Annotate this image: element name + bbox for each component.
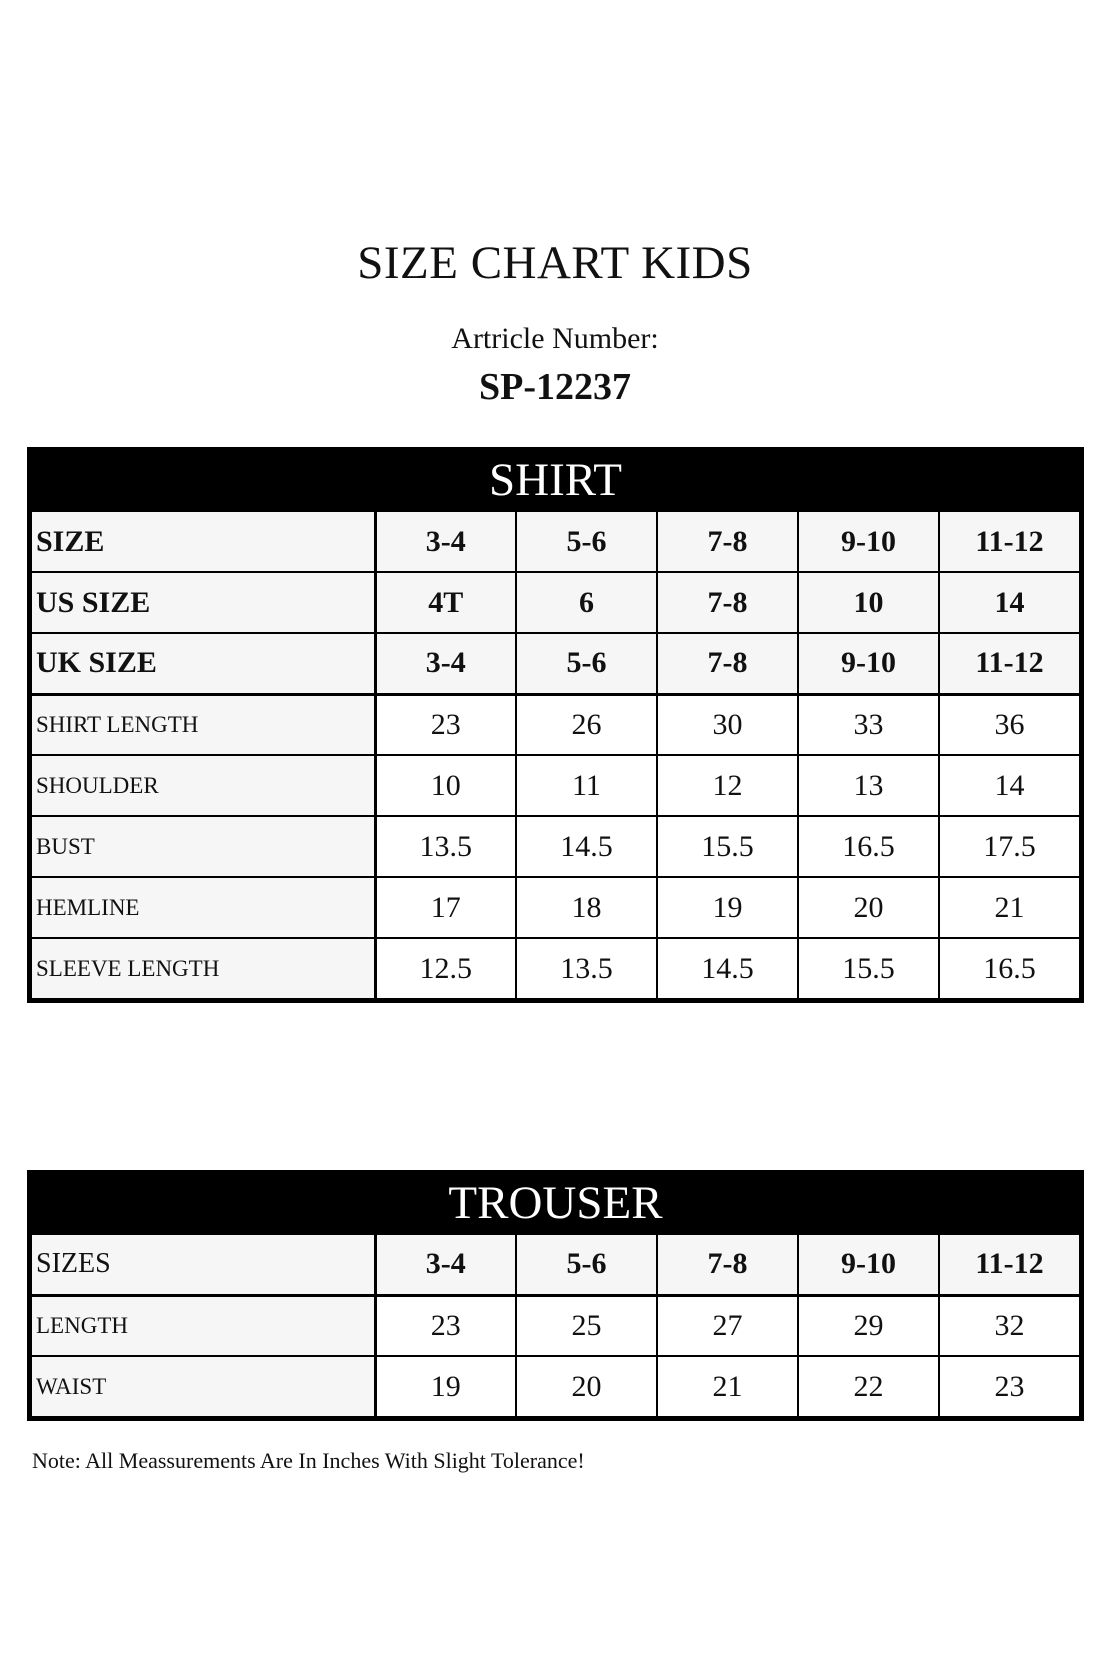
- measurement-cell: 12.5: [375, 938, 516, 999]
- shirt-table: [30, 510, 1081, 1000]
- table-row: [31, 755, 1080, 816]
- row-label: LENGTH: [31, 1295, 375, 1356]
- measurement-cell: 15.5: [657, 816, 798, 877]
- measurement-cell: 13.5: [516, 938, 657, 999]
- table-row: [31, 572, 1080, 633]
- measurement-cell: 19: [657, 877, 798, 938]
- row-label: WAIST: [31, 1356, 375, 1417]
- measurement-cell: 20: [516, 1356, 657, 1417]
- size-cell: 4T: [375, 572, 516, 633]
- trouser-table: [30, 1233, 1081, 1418]
- measurement-cell: 16.5: [798, 816, 939, 877]
- size-cell: 7-8: [657, 1234, 798, 1295]
- table-row: [31, 938, 1080, 999]
- measurement-cell: 27: [657, 1295, 798, 1356]
- size-cell: 14: [939, 572, 1080, 633]
- trouser-table-heading: TROUSER: [30, 1173, 1081, 1233]
- page-title: SIZE CHART KIDS: [357, 237, 753, 289]
- measurement-cell: 25: [516, 1295, 657, 1356]
- measurement-cell: 30: [657, 694, 798, 755]
- row-label: SHIRT LENGTH: [31, 694, 375, 755]
- measurement-cell: 11: [516, 755, 657, 816]
- row-label: US SIZE: [31, 572, 375, 633]
- measurement-cell: 13.5: [375, 816, 516, 877]
- row-label: UK SIZE: [31, 633, 375, 694]
- measurement-note: Note: All Meassurements Are In Inches With Slight Tolerance!: [32, 1448, 585, 1473]
- size-cell: 9-10: [798, 511, 939, 572]
- measurement-cell: 21: [657, 1356, 798, 1417]
- table-row: [31, 816, 1080, 877]
- table-row: [31, 1234, 1080, 1295]
- measurement-cell: 14: [939, 755, 1080, 816]
- measurement-cell: 23: [375, 1295, 516, 1356]
- table-row: [31, 1356, 1080, 1417]
- measurement-cell: 20: [798, 877, 939, 938]
- size-cell: 5-6: [516, 1234, 657, 1295]
- shirt-table-heading: SHIRT: [30, 450, 1081, 510]
- row-label: HEMLINE: [31, 877, 375, 938]
- measurement-cell: 32: [939, 1295, 1080, 1356]
- table-row: [31, 694, 1080, 755]
- measurement-cell: 14.5: [657, 938, 798, 999]
- size-cell: 3-4: [375, 511, 516, 572]
- row-label: SHOULDER: [31, 755, 375, 816]
- measurement-cell: 12: [657, 755, 798, 816]
- article-number-label: Artricle Number:: [451, 322, 659, 355]
- measurement-cell: 19: [375, 1356, 516, 1417]
- size-cell: 9-10: [798, 633, 939, 694]
- measurement-cell: 15.5: [798, 938, 939, 999]
- measurement-cell: 17: [375, 877, 516, 938]
- size-cell: 11-12: [939, 633, 1080, 694]
- measurement-cell: 14.5: [516, 816, 657, 877]
- measurement-cell: 16.5: [939, 938, 1080, 999]
- row-label: BUST: [31, 816, 375, 877]
- measurement-cell: 36: [939, 694, 1080, 755]
- measurement-cell: 18: [516, 877, 657, 938]
- size-cell: 6: [516, 572, 657, 633]
- table-row: [31, 633, 1080, 694]
- measurement-cell: 23: [375, 694, 516, 755]
- size-cell: 11-12: [939, 1234, 1080, 1295]
- measurement-cell: 22: [798, 1356, 939, 1417]
- measurement-cell: 13: [798, 755, 939, 816]
- article-number: SP-12237: [479, 366, 631, 408]
- measurement-cell: 29: [798, 1295, 939, 1356]
- measurement-cell: 21: [939, 877, 1080, 938]
- size-cell: 3-4: [375, 633, 516, 694]
- size-cell: 5-6: [516, 511, 657, 572]
- size-cell: 7-8: [657, 511, 798, 572]
- size-cell: 3-4: [375, 1234, 516, 1295]
- measurement-cell: 10: [375, 755, 516, 816]
- table-row: [31, 1295, 1080, 1356]
- size-cell: 11-12: [939, 511, 1080, 572]
- row-label: SIZE: [31, 511, 375, 572]
- table-row: [31, 511, 1080, 572]
- size-cell: 7-8: [657, 572, 798, 633]
- measurement-cell: 17.5: [939, 816, 1080, 877]
- row-label: SLEEVE LENGTH: [31, 938, 375, 999]
- size-cell: 9-10: [798, 1234, 939, 1295]
- measurement-cell: 33: [798, 694, 939, 755]
- shirt-size-table: [27, 447, 1084, 1003]
- trouser-size-table: [27, 1170, 1084, 1421]
- size-cell: 7-8: [657, 633, 798, 694]
- row-label: SIZES: [31, 1234, 375, 1295]
- size-cell: 10: [798, 572, 939, 633]
- size-cell: 5-6: [516, 633, 657, 694]
- measurement-cell: 26: [516, 694, 657, 755]
- measurement-cell: 23: [939, 1356, 1080, 1417]
- table-row: [31, 877, 1080, 938]
